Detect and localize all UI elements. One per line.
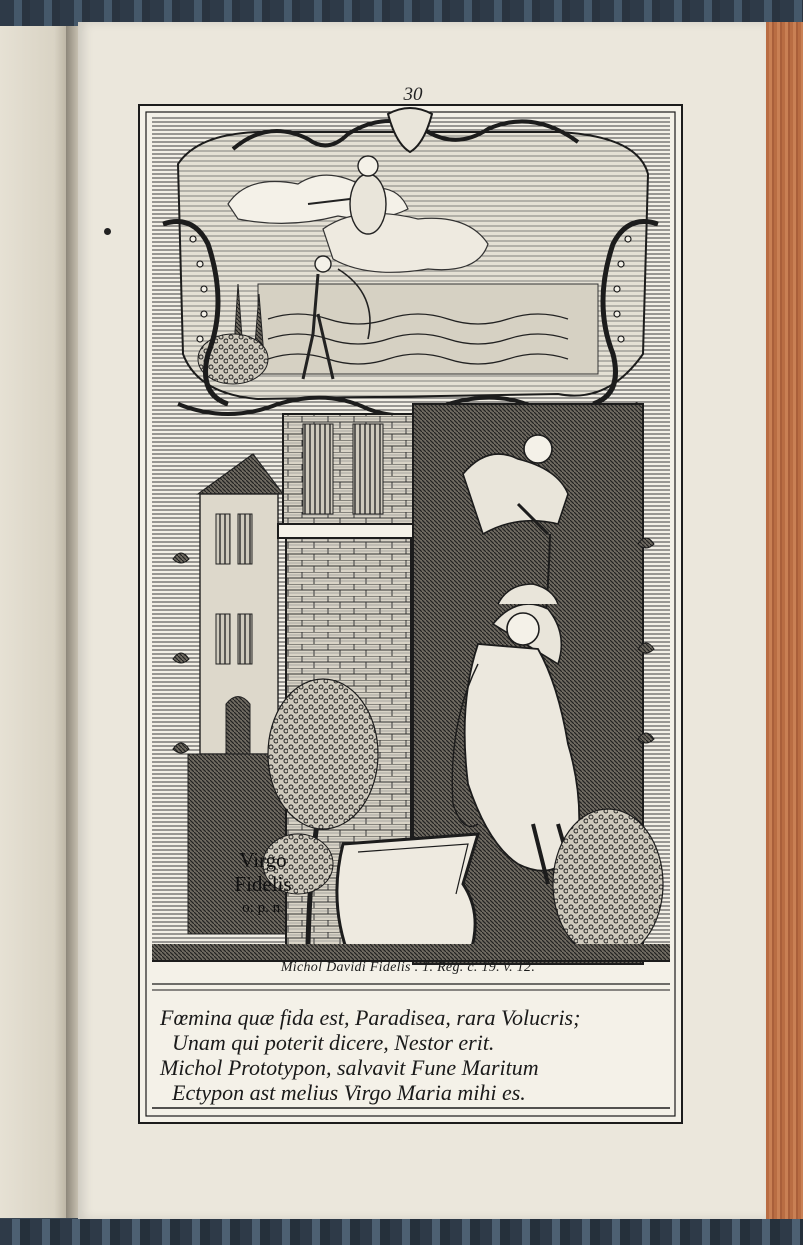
- emblem-motto: [208, 848, 318, 920]
- verse-line: Ectypon ast melius Virgo Maria mihi es.: [172, 1080, 526, 1105]
- motto-line: Virgo: [239, 848, 287, 872]
- motto-line: Fidelis: [234, 872, 292, 896]
- verse-line: Unam qui poterit dicere, Nestor erit.: [172, 1030, 495, 1055]
- left-page: [0, 26, 68, 1218]
- verse-line: Michol Prototypon, salvavit Fune Maritum: [160, 1055, 539, 1080]
- plate-caption: Michol Davidi Fidelis . 1. Reg. c. 19. v. 12.: [280, 960, 536, 975]
- verse-line: Fœmina quæ fida est, Paradisea, rara Volucris;: [160, 1005, 581, 1030]
- motto-line: o: p. n.: [242, 900, 284, 916]
- book-binding-bottom: [0, 1219, 803, 1245]
- latin-verse: [160, 1005, 690, 1105]
- page-number: 30: [403, 84, 423, 105]
- ink-spot: [104, 228, 111, 235]
- page-edges: [766, 22, 803, 1220]
